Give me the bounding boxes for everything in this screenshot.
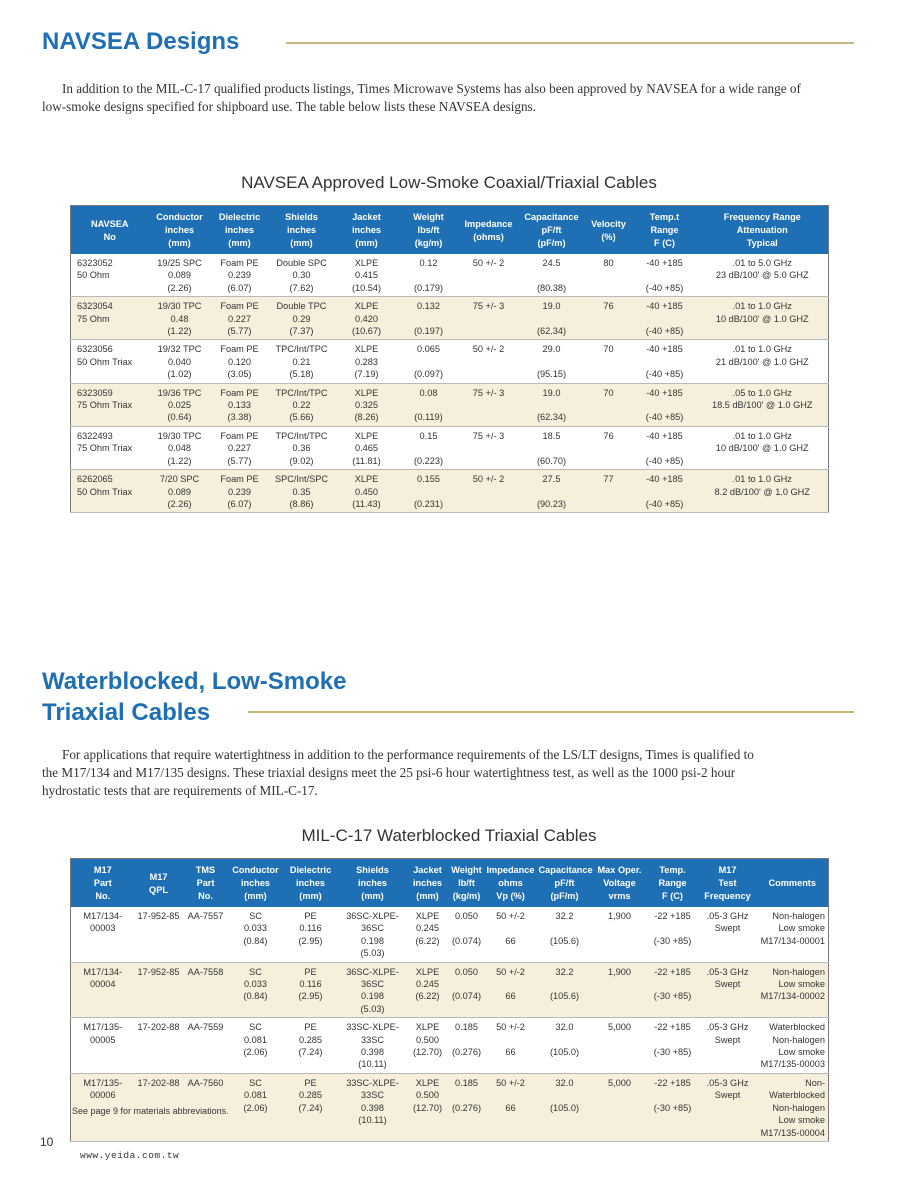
website-url: www.yeida.com.tw [80,1150,180,1161]
title-rule [248,711,854,713]
table-cell: 0.065 (0.097) [399,340,459,383]
table-cell: XLPE 0.283 (7.19) [335,340,399,383]
table-cell: 36SC-XLPE-36SC 0.198 (5.03) [339,962,407,1018]
table-cell: .05-3 GHz Swept [699,962,757,1018]
column-header: Impedance (ohms) [459,206,519,255]
table-cell: -40 +185 (-40 +85) [633,470,697,513]
table-cell: 32.0 (105.0) [537,1073,593,1141]
table-cell: 0.050 (0.074) [449,962,485,1018]
column-header: Jacket inches (mm) [407,859,449,908]
table-cell: XLPE 0.450 (11.43) [335,470,399,513]
table-cell: AA-7560 [183,1073,229,1141]
navsea-table [70,205,829,513]
mil-c-17-table [70,858,829,1142]
table-cell: 6262065 50 Ohm Triax [71,470,149,513]
table-header-row [71,859,829,908]
table-cell: Non-Waterblocked Non-halogen Low smoke M17/135-00004 [757,1073,829,1141]
table-cell: TPC/Int/TPC 0.36 (9.02) [269,426,335,469]
table-cell: 19/30 TPC 0.048 (1.22) [149,426,211,469]
table-cell: SPC/Int/SPC 0.35 (8.86) [269,470,335,513]
table-cell: Foam PE 0.120 (3.05) [211,340,269,383]
table-cell: PE 0.285 (7.24) [283,1073,339,1141]
materials-note: See page 9 for materials abbreviations. [72,1106,229,1116]
table-cell: 17-202-88 [135,1073,183,1141]
table-cell: .05-3 GHz Swept [699,1073,757,1141]
section-title-waterblocked-line1: Waterblocked, Low-Smoke [42,668,347,695]
table-cell: 0.185 (0.276) [449,1073,485,1141]
table-cell: .05-3 GHz Swept [699,1018,757,1074]
table-row [71,426,829,469]
intro-text: In addition to the MIL-C-17 qualified products listings, Times Microwave Systems has also been approved by NAVSEA for a wide range of low-smoke designs specified for shipboard use. The table below lists these NAVSEA designs. [42,81,801,114]
table-cell: Foam PE 0.133 (3.38) [211,383,269,426]
column-header: TMS Part No. [183,859,229,908]
table-cell: 77 [585,470,633,513]
table-cell: 17-952-85 [135,962,183,1018]
column-header: Comments [757,859,829,908]
table-cell: 19/36 TPC 0.025 (0.64) [149,383,211,426]
table-cell: 1,900 [593,907,647,962]
table-cell: -22 +185 (-30 +85) [647,907,699,962]
title-rule [286,42,854,44]
table-cell: Non-halogen Low smoke M17/134-00002 [757,962,829,1018]
table-cell: 0.08 (0.119) [399,383,459,426]
table-cell: 32.0 (105.0) [537,1018,593,1074]
table-cell: 33SC-XLPE-33SC 0.398 (10.11) [339,1018,407,1074]
table-cell: XLPE 0.415 (10.54) [335,254,399,297]
table-cell: 19.0 (62.34) [519,297,585,340]
table-title-navsea: NAVSEA Approved Low-Smoke Coaxial/Triaxial Cables [241,173,657,192]
table-title-mil: MIL-C-17 Waterblocked Triaxial Cables [301,826,597,845]
table-cell: 0.050 (0.074) [449,907,485,962]
section-title-navsea: NAVSEA Designs [42,28,240,55]
table-cell: -22 +185 (-30 +85) [647,1073,699,1141]
table-cell: 32.2 (105.6) [537,962,593,1018]
table-cell: 17-202-88 [135,1018,183,1074]
table-cell: .01 to 1.0 GHz 21 dB/100' @ 1.0 GHZ [697,340,829,383]
table-cell: 76 [585,426,633,469]
table-row [71,340,829,383]
table-cell: -22 +185 (-30 +85) [647,1018,699,1074]
table-cell: AA-7557 [183,907,229,962]
table-cell: 33SC-XLPE-33SC 0.398 (10.11) [339,1073,407,1141]
table-row [71,383,829,426]
table-cell: 19.0 (62.34) [519,383,585,426]
table-cell: -40 +185 (-40 +85) [633,254,697,297]
column-header: Shields inches (mm) [269,206,335,255]
table-cell: 6323052 50 Ohm [71,254,149,297]
table-cell: M17/135-00005 [71,1018,135,1074]
column-header: Impedance ohms Vp (%) [485,859,537,908]
table-cell: SC 0.081 (2.06) [229,1073,283,1141]
column-header: Jacket inches (mm) [335,206,399,255]
table-cell: 70 [585,340,633,383]
table-cell: XLPE 0.465 (11.81) [335,426,399,469]
column-header: Capacitance pF/ft (pF/m) [519,206,585,255]
table-cell: SC 0.033 (0.84) [229,962,283,1018]
table-cell: XLPE 0.420 (10.67) [335,297,399,340]
table-cell: TPC/Int/TPC 0.22 (5.66) [269,383,335,426]
table-cell: 0.185 (0.276) [449,1018,485,1074]
table-cell: PE 0.116 (2.95) [283,907,339,962]
table-cell: Foam PE 0.239 (6.07) [211,254,269,297]
table-cell: XLPE 0.245 (6.22) [407,962,449,1018]
table-cell: .01 to 1.0 GHz 8.2 dB/100' @ 1.0 GHZ [697,470,829,513]
table-cell: -40 +185 (-40 +85) [633,383,697,426]
table-cell: 5,000 [593,1073,647,1141]
table-cell: 24.5 (80.38) [519,254,585,297]
table-row [71,1018,829,1074]
table-cell: 19/30 TPC 0.48 (1.22) [149,297,211,340]
table-row [71,254,829,297]
column-header: Weight lbs/ft (kg/m) [399,206,459,255]
table-cell: XLPE 0.500 (12.70) [407,1073,449,1141]
column-header: Velocity (%) [585,206,633,255]
table-cell: -40 +185 (-40 +85) [633,340,697,383]
column-header: Dielectric inches (mm) [283,859,339,908]
waterblocked-text: For applications that require watertightness in addition to the performance requirements of the LS/LT designs, Times is qualified to the M17/134 and M17/135 designs. These triaxial designs meet the 25 psi-6 hour watertightness test, as well as the 1000 psi-2 hour hydrostatic tests that are requirements of MIL-C-17. [42,747,754,798]
table-row [71,297,829,340]
table-cell: 75 +/- 3 [459,426,519,469]
column-header: Max Oper. Voltage vrms [593,859,647,908]
table-cell: .01 to 1.0 GHz 10 dB/100' @ 1.0 GHZ [697,297,829,340]
table-cell: 50 +/- 2 [459,340,519,383]
table-cell: .05-3 GHz Swept [699,907,757,962]
table-cell: -40 +185 (-40 +85) [633,297,697,340]
column-header: Conductor inches (mm) [229,859,283,908]
table-cell: Double SPC 0.30 (7.62) [269,254,335,297]
table-row [71,470,829,513]
table-cell: TPC/Int/TPC 0.21 (5.18) [269,340,335,383]
column-header: Dielectric inches (mm) [211,206,269,255]
table-cell: 50 +/-2 66 [485,1018,537,1074]
table-cell: 0.132 (0.197) [399,297,459,340]
table-cell: XLPE 0.325 (8.26) [335,383,399,426]
table-cell: 5,000 [593,1018,647,1074]
table-cell: M17/134-00003 [71,907,135,962]
table-cell: 50 +/-2 66 [485,1073,537,1141]
column-header: Conductor inches (mm) [149,206,211,255]
table-cell: 50 +/-2 66 [485,962,537,1018]
table-cell: M17/135-00006 [71,1073,135,1141]
table-cell: SC 0.033 (0.84) [229,907,283,962]
table-cell: 0.15 (0.223) [399,426,459,469]
table-cell: 0.155 (0.231) [399,470,459,513]
table-cell: 76 [585,297,633,340]
table-cell: XLPE 0.245 (6.22) [407,907,449,962]
table-cell: Double TPC 0.29 (7.37) [269,297,335,340]
table-cell: XLPE 0.500 (12.70) [407,1018,449,1074]
table-cell: AA-7558 [183,962,229,1018]
intro-paragraph [42,80,817,116]
table-cell: 6322493 75 Ohm Triax [71,426,149,469]
column-header: Temp.t Range F (C) [633,206,697,255]
table-cell: 75 +/- 3 [459,383,519,426]
table-cell: 50 +/-2 66 [485,907,537,962]
table-cell: 70 [585,383,633,426]
table-cell: 29.0 (95.15) [519,340,585,383]
table-cell: 1,900 [593,962,647,1018]
table-cell: M17/134-00004 [71,962,135,1018]
table-cell: 19/32 TPC 0.040 (1.02) [149,340,211,383]
table-cell: 19/25 SPC 0.089 (2.26) [149,254,211,297]
table-cell: .01 to 5.0 GHz 23 dB/100' @ 5.0 GHZ [697,254,829,297]
column-header: M17 QPL [135,859,183,908]
table-cell: 50 +/- 2 [459,470,519,513]
table-cell: 0.12 (0.179) [399,254,459,297]
table-cell: 27.5 (90.23) [519,470,585,513]
page-number: 10 [40,1135,54,1149]
table-cell: PE 0.116 (2.95) [283,962,339,1018]
table-row [71,907,829,962]
waterblocked-paragraph [42,746,762,800]
table-cell: 32.2 (105.6) [537,907,593,962]
table-row [71,962,829,1018]
column-header: Temp. Range F (C) [647,859,699,908]
table-cell: Foam PE 0.227 (5.77) [211,297,269,340]
table-cell: Foam PE 0.227 (5.77) [211,426,269,469]
column-header: Weight lb/ft (kg/m) [449,859,485,908]
table-cell: .01 to 1.0 GHz 10 dB/100' @ 1.0 GHZ [697,426,829,469]
table-cell: 7/20 SPC 0.089 (2.26) [149,470,211,513]
column-header: Capacitance pF/ft (pF/m) [537,859,593,908]
table-cell: SC 0.081 (2.06) [229,1018,283,1074]
column-header: M17 Test Frequency [699,859,757,908]
table-cell: 6323059 75 Ohm Triax [71,383,149,426]
column-header: Frequency Range Attenuation Typical [697,206,829,255]
table-cell: Waterblocked Non-halogen Low smoke M17/135-00003 [757,1018,829,1074]
table-cell: -22 +185 (-30 +85) [647,962,699,1018]
table-cell: PE 0.285 (7.24) [283,1018,339,1074]
section-title-waterblocked-line2: Triaxial Cables [42,699,211,726]
table-cell: 75 +/- 3 [459,297,519,340]
table-cell: 80 [585,254,633,297]
table-cell: 50 +/- 2 [459,254,519,297]
table-cell: 18.5 (60.70) [519,426,585,469]
table-cell: 6323056 50 Ohm Triax [71,340,149,383]
table-header-row [71,206,829,255]
table-cell: .05 to 1.0 GHz 18.5 dB/100' @ 1.0 GHZ [697,383,829,426]
table-cell: AA-7559 [183,1018,229,1074]
table-cell: Non-halogen Low smoke M17/134-00001 [757,907,829,962]
column-header: M17 Part No. [71,859,135,908]
column-header: NAVSEA No [71,206,149,255]
table-cell: 6323054 75 Ohm [71,297,149,340]
column-header: Shields inches (mm) [339,859,407,908]
table-cell: 36SC-XLPE-36SC 0.198 (5.03) [339,907,407,962]
table-cell: -40 +185 (-40 +85) [633,426,697,469]
table-cell: 17-952-85 [135,907,183,962]
table-cell: Foam PE 0.239 (6.07) [211,470,269,513]
